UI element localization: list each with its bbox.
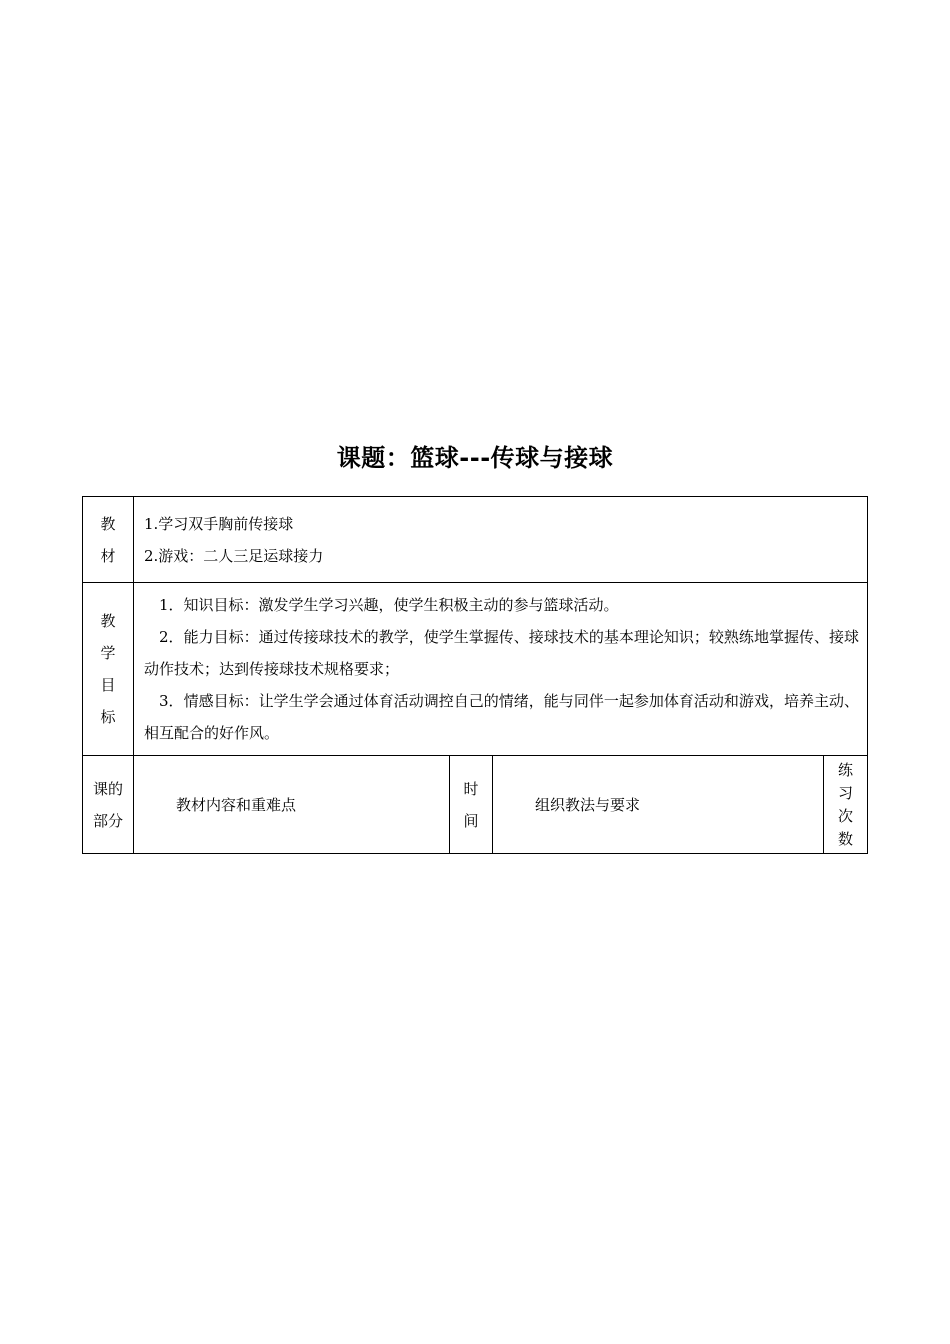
time-label-char: 时 <box>463 779 479 798</box>
materials-item: 2.游戏：二人三足运球接力 <box>144 546 324 565</box>
goals-row <box>83 583 868 756</box>
section-label-line: 部分 <box>92 811 123 830</box>
goals-label-char: 教 <box>100 612 116 630</box>
section-label-cell <box>83 756 134 854</box>
materials-item: 1.学习双手胸前传接球 <box>144 514 294 533</box>
page-title: 课题：篮球---传球与接球 <box>336 444 614 472</box>
count-label-char: 习 <box>838 783 854 802</box>
time-label-char: 间 <box>463 811 479 830</box>
goal-item-knowledge: 1．知识目标：激发学生学习兴趣，使学生积极主动的参与篮球活动。 <box>159 596 619 614</box>
column-header-row <box>83 756 868 854</box>
materials-row <box>83 497 868 583</box>
method-label-cell <box>493 756 824 854</box>
count-label-char: 练 <box>838 760 854 779</box>
goals-content-cell <box>134 583 868 756</box>
section-label-line: 课的 <box>92 779 123 798</box>
count-label-cell <box>824 756 868 854</box>
goal-item-ability: 2．能力目标：通过传接球技术的教学，使学生掌握传、接球技术的基本理论知识；较熟练地掌握传、接球动作技术；达到传接球技术规格要求； <box>144 628 860 678</box>
count-label-char: 次 <box>838 806 854 825</box>
method-label: 组织教法与要求 <box>535 795 641 814</box>
goals-label-char: 标 <box>100 708 116 726</box>
content-label: 教材内容和重难点 <box>176 795 297 814</box>
goals-label-cell <box>83 583 134 756</box>
materials-label-char: 材 <box>100 546 116 565</box>
goal-item-emotion: 3．情感目标：让学生学会通过体育活动调控自己的情绪，能与同伴一起参加体育活动和游戏，培养主动、相互配合的好作风。 <box>144 692 860 742</box>
materials-label-char: 教 <box>100 514 116 533</box>
count-label-char: 数 <box>838 829 854 848</box>
content-label-cell <box>134 756 450 854</box>
goals-label-char: 学 <box>100 644 116 662</box>
materials-content-cell <box>134 497 868 583</box>
time-label-cell <box>450 756 493 854</box>
lesson-plan-table <box>82 496 868 854</box>
materials-label-cell <box>83 497 134 583</box>
goals-label-char: 目 <box>100 676 116 694</box>
